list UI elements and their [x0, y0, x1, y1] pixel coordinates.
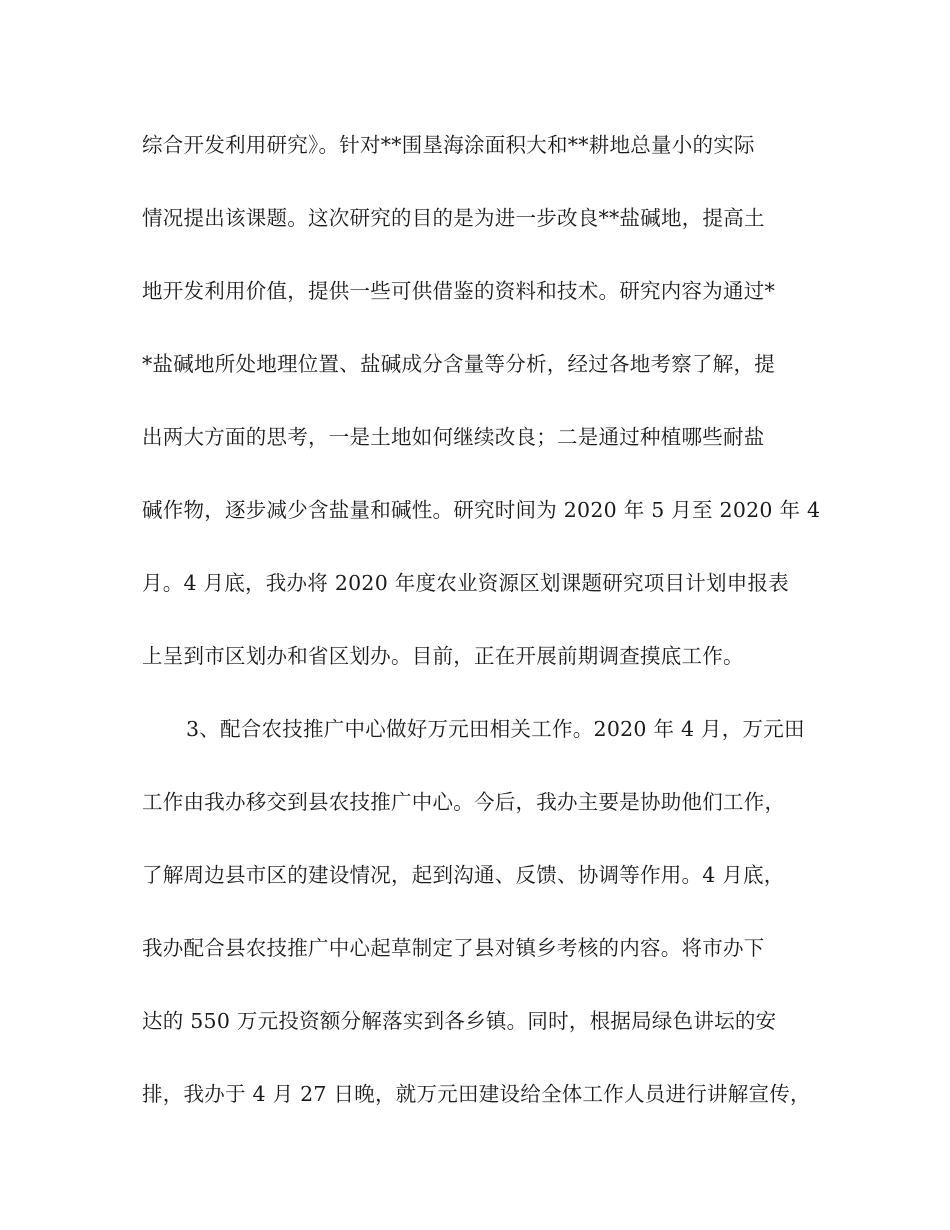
paragraph-line: 上呈到市区划办和省区划办。目前，正在开展前期调查摸底工作。 — [142, 644, 744, 668]
paragraph-line: 了解周边县市区的建设情况，起到沟通、反馈、协调等作用。4 月底， — [142, 863, 785, 887]
paragraph-line: 情况提出该课题。这次研究的目的是为进一步改良**盐碱地，提高土 — [142, 206, 765, 230]
paragraph-line: 工作由我办移交到县农技推广中心。今后，我办主要是协助他们工作， — [142, 790, 786, 814]
paragraph-line: 3、配合农技推广中心做好万元田相关工作。2020 年 4 月，万元田 — [186, 717, 805, 741]
paragraph-line: 排，我办于 4 月 27 日晚，就万元田建设给全体工作人员进行讲解宣传， — [142, 1082, 811, 1106]
paragraph-line: 地开发利用价值，提供一些可供借鉴的资料和技术。研究内容为通过* — [142, 279, 775, 303]
paragraph-line: 达的 550 万元投资额分解落实到各乡镇。同时，根据局绿色讲坛的安 — [142, 1009, 777, 1033]
paragraph-line: 月。4 月底，我办将 2020 年度农业资源区划课题研究项目计划申报表 — [142, 571, 790, 595]
paragraph-line: 碱作物，逐步减少含盐量和碱性。研究时间为 2020 年 5 月至 2020 年 4 — [142, 498, 821, 522]
paragraph-line: 我办配合县农技推广中心起草制定了县对镇乡考核的内容。将市办下 — [142, 936, 765, 960]
paragraph-line: *盐碱地所处地理位置、盐碱成分含量等分析，经过各地考察了解，提 — [142, 352, 775, 376]
paragraph-line: 综合开发利用研究》。针对**围垦海涂面积大和**耕地总量小的实际 — [142, 133, 755, 157]
paragraph-line: 出两大方面的思考，一是土地如何继续改良；二是通过种植哪些耐盐 — [142, 425, 765, 449]
